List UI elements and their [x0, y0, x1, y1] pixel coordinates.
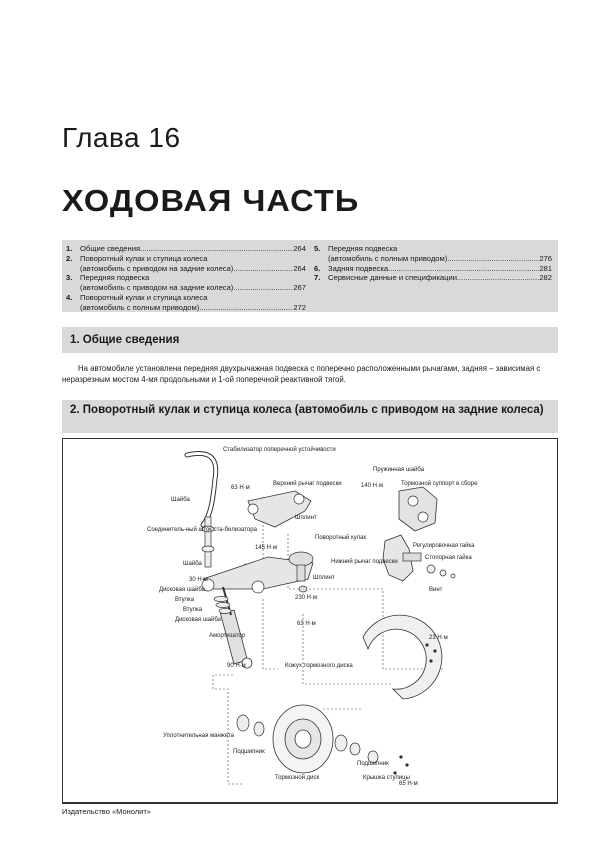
label-upper-arm: Верхний рычаг подвески	[273, 481, 342, 487]
toc-entry-text: Общие сведения	[80, 244, 141, 253]
toc-number: 5.	[314, 244, 321, 253]
toc-number: 1.	[66, 244, 73, 253]
toc-entry-text: (автомобиль с полным приводом)	[328, 253, 448, 263]
label-disc-washer-1: Дисковая шайба	[159, 587, 205, 593]
label-hub-cap: Крышка ступицы	[363, 775, 410, 781]
hub-nuts	[427, 565, 455, 578]
toc-number: 4.	[66, 292, 73, 302]
toc-page-number: 267	[293, 283, 306, 293]
toc-leader-dots	[233, 283, 293, 293]
brake-disc	[273, 705, 333, 773]
toc-number	[66, 264, 80, 274]
chapter-label: Глава 16	[62, 122, 181, 153]
toc-column-right	[314, 244, 552, 283]
toc-entry-text: Сервисные данные и спецификации	[328, 273, 457, 283]
label-lower-arm: Нижний рычаг подвески	[331, 559, 398, 565]
label-torque-90: 90 Н·м	[227, 663, 246, 669]
label-torque-63-a: 63 Н·м	[231, 485, 250, 491]
label-brake-caliper: Тормозной суппорт в сборе	[401, 481, 478, 487]
label-brake-disc: Тормозной диск	[275, 775, 320, 781]
toc-number: 6.	[314, 263, 321, 273]
toc-entry-text: (автомобиль с полным приводом)	[80, 302, 200, 312]
toc-entry-text: Поворотный кулак и ступица колеса	[80, 253, 208, 263]
toc-row	[66, 273, 306, 283]
label-bearing-1: Подшипник	[233, 749, 265, 755]
toc-entry-text: Поворотный кулак и ступица колеса	[80, 292, 208, 302]
label-torque-63-b: 63 Н·м	[297, 621, 316, 627]
label-link-rod: Соединитель-ный шток ста-билизатора	[147, 527, 257, 533]
label-spring-washer: Пружинная шайба	[373, 467, 425, 473]
toc-leader-dots	[447, 254, 539, 264]
toc-entry-text: (автомобиль с приводом на задние колеса)	[80, 283, 234, 293]
toc-entry-text: Задняя подвеска	[328, 263, 389, 273]
label-disc-washer-2: Дисковая шайба	[175, 617, 221, 623]
toc-row	[66, 303, 306, 313]
toc-row	[314, 273, 552, 283]
label-bushing-1: Втулка	[175, 597, 195, 603]
toc-number	[66, 283, 80, 293]
label-torque-30: 30 Н·м	[189, 577, 208, 583]
label-bearing-2: Подшипник	[357, 761, 389, 767]
toc-column-left	[66, 244, 306, 313]
label-cotter-pin-2: Шплинт	[313, 575, 335, 581]
brake-disc-shield	[363, 615, 442, 699]
label-torque-145: 145 Н·м	[255, 545, 278, 551]
toc-leader-dots	[199, 303, 293, 313]
label-screw: Винт	[429, 587, 443, 593]
toc-leader-dots	[233, 264, 293, 274]
label-disc-shield: Кожух тормозного диска	[285, 663, 353, 669]
label-knuckle: Поворотный кулак	[315, 535, 367, 541]
label-torque-23: 23 Н·м	[429, 635, 448, 641]
toc-number: 2.	[66, 253, 73, 263]
label-stabilizer: Стабилизатор поперечной устойчивости	[223, 447, 336, 453]
diagram-svg	[63, 439, 559, 804]
body-paragraph: На автомобиле установлена передняя двухрычажная подвеска с поперечно расположенными рычагами, задняя – зависимая с неразрезным мостом 4-мя продольными и 1-ой поперечной реактивной тягой.	[62, 364, 541, 384]
label-lock-nut: Стопорная гайка	[425, 555, 472, 561]
label-washer-2: Шайба	[183, 561, 202, 567]
toc-row	[314, 244, 552, 254]
toc-number	[66, 303, 80, 313]
label-seal: Уплотнительная манжета	[163, 733, 234, 739]
section-heading-2: 2. Поворотный кулак и ступица колеса (автомобиль с приводом на задние колеса)	[62, 400, 558, 433]
toc-number: 7.	[314, 273, 321, 283]
toc-number	[314, 254, 328, 264]
toc-row	[66, 254, 306, 264]
toc-row	[314, 264, 552, 274]
toc-page-number: 264	[293, 244, 306, 253]
label-shock: Амортизатор	[209, 633, 246, 639]
exploded-diagram	[62, 438, 558, 803]
label-torque-140: 140 Н·м	[361, 483, 384, 489]
washer-stack	[214, 597, 231, 614]
brake-caliper	[399, 487, 437, 531]
label-torque-230: 230 Н·м	[295, 595, 318, 601]
label-washer-1: Шайба	[171, 497, 190, 503]
toc-page-number: 276	[539, 253, 552, 263]
toc-page-number: 264	[293, 263, 306, 273]
label-cotter-pin-1: Шплинт	[295, 515, 317, 521]
toc-page-number: 281	[539, 263, 552, 273]
toc-entry-text: Передняя подвеска	[80, 273, 150, 283]
toc-page-number: 272	[293, 302, 306, 312]
section-heading-1: 1. Общие сведения	[62, 327, 558, 353]
toc-leader-dots	[140, 244, 293, 254]
table-of-contents	[62, 240, 558, 312]
toc-row	[314, 254, 552, 264]
label-torque-65: 65 Н·м	[399, 781, 418, 787]
toc-leader-dots	[457, 273, 539, 283]
toc-row	[66, 244, 306, 254]
toc-leader-dots	[388, 264, 539, 274]
label-adjust-nut: Регулировочная гайка	[413, 543, 475, 549]
page-title: ХОДОВАЯ ЧАСТЬ	[62, 183, 360, 218]
label-bushing-2: Втулка	[183, 607, 203, 613]
footer-divider	[62, 803, 558, 804]
toc-number: 3.	[66, 273, 73, 283]
toc-page-number: 282	[539, 273, 552, 283]
toc-row	[66, 264, 306, 274]
publisher-footer: Издательство «Монолит»	[62, 807, 151, 816]
stabilizer-bar	[187, 453, 216, 525]
toc-row	[66, 293, 306, 303]
toc-entry-text: (автомобиль с приводом на задние колеса)	[80, 263, 234, 273]
toc-row	[66, 283, 306, 293]
toc-entry-text: Передняя подвеска	[328, 244, 398, 253]
